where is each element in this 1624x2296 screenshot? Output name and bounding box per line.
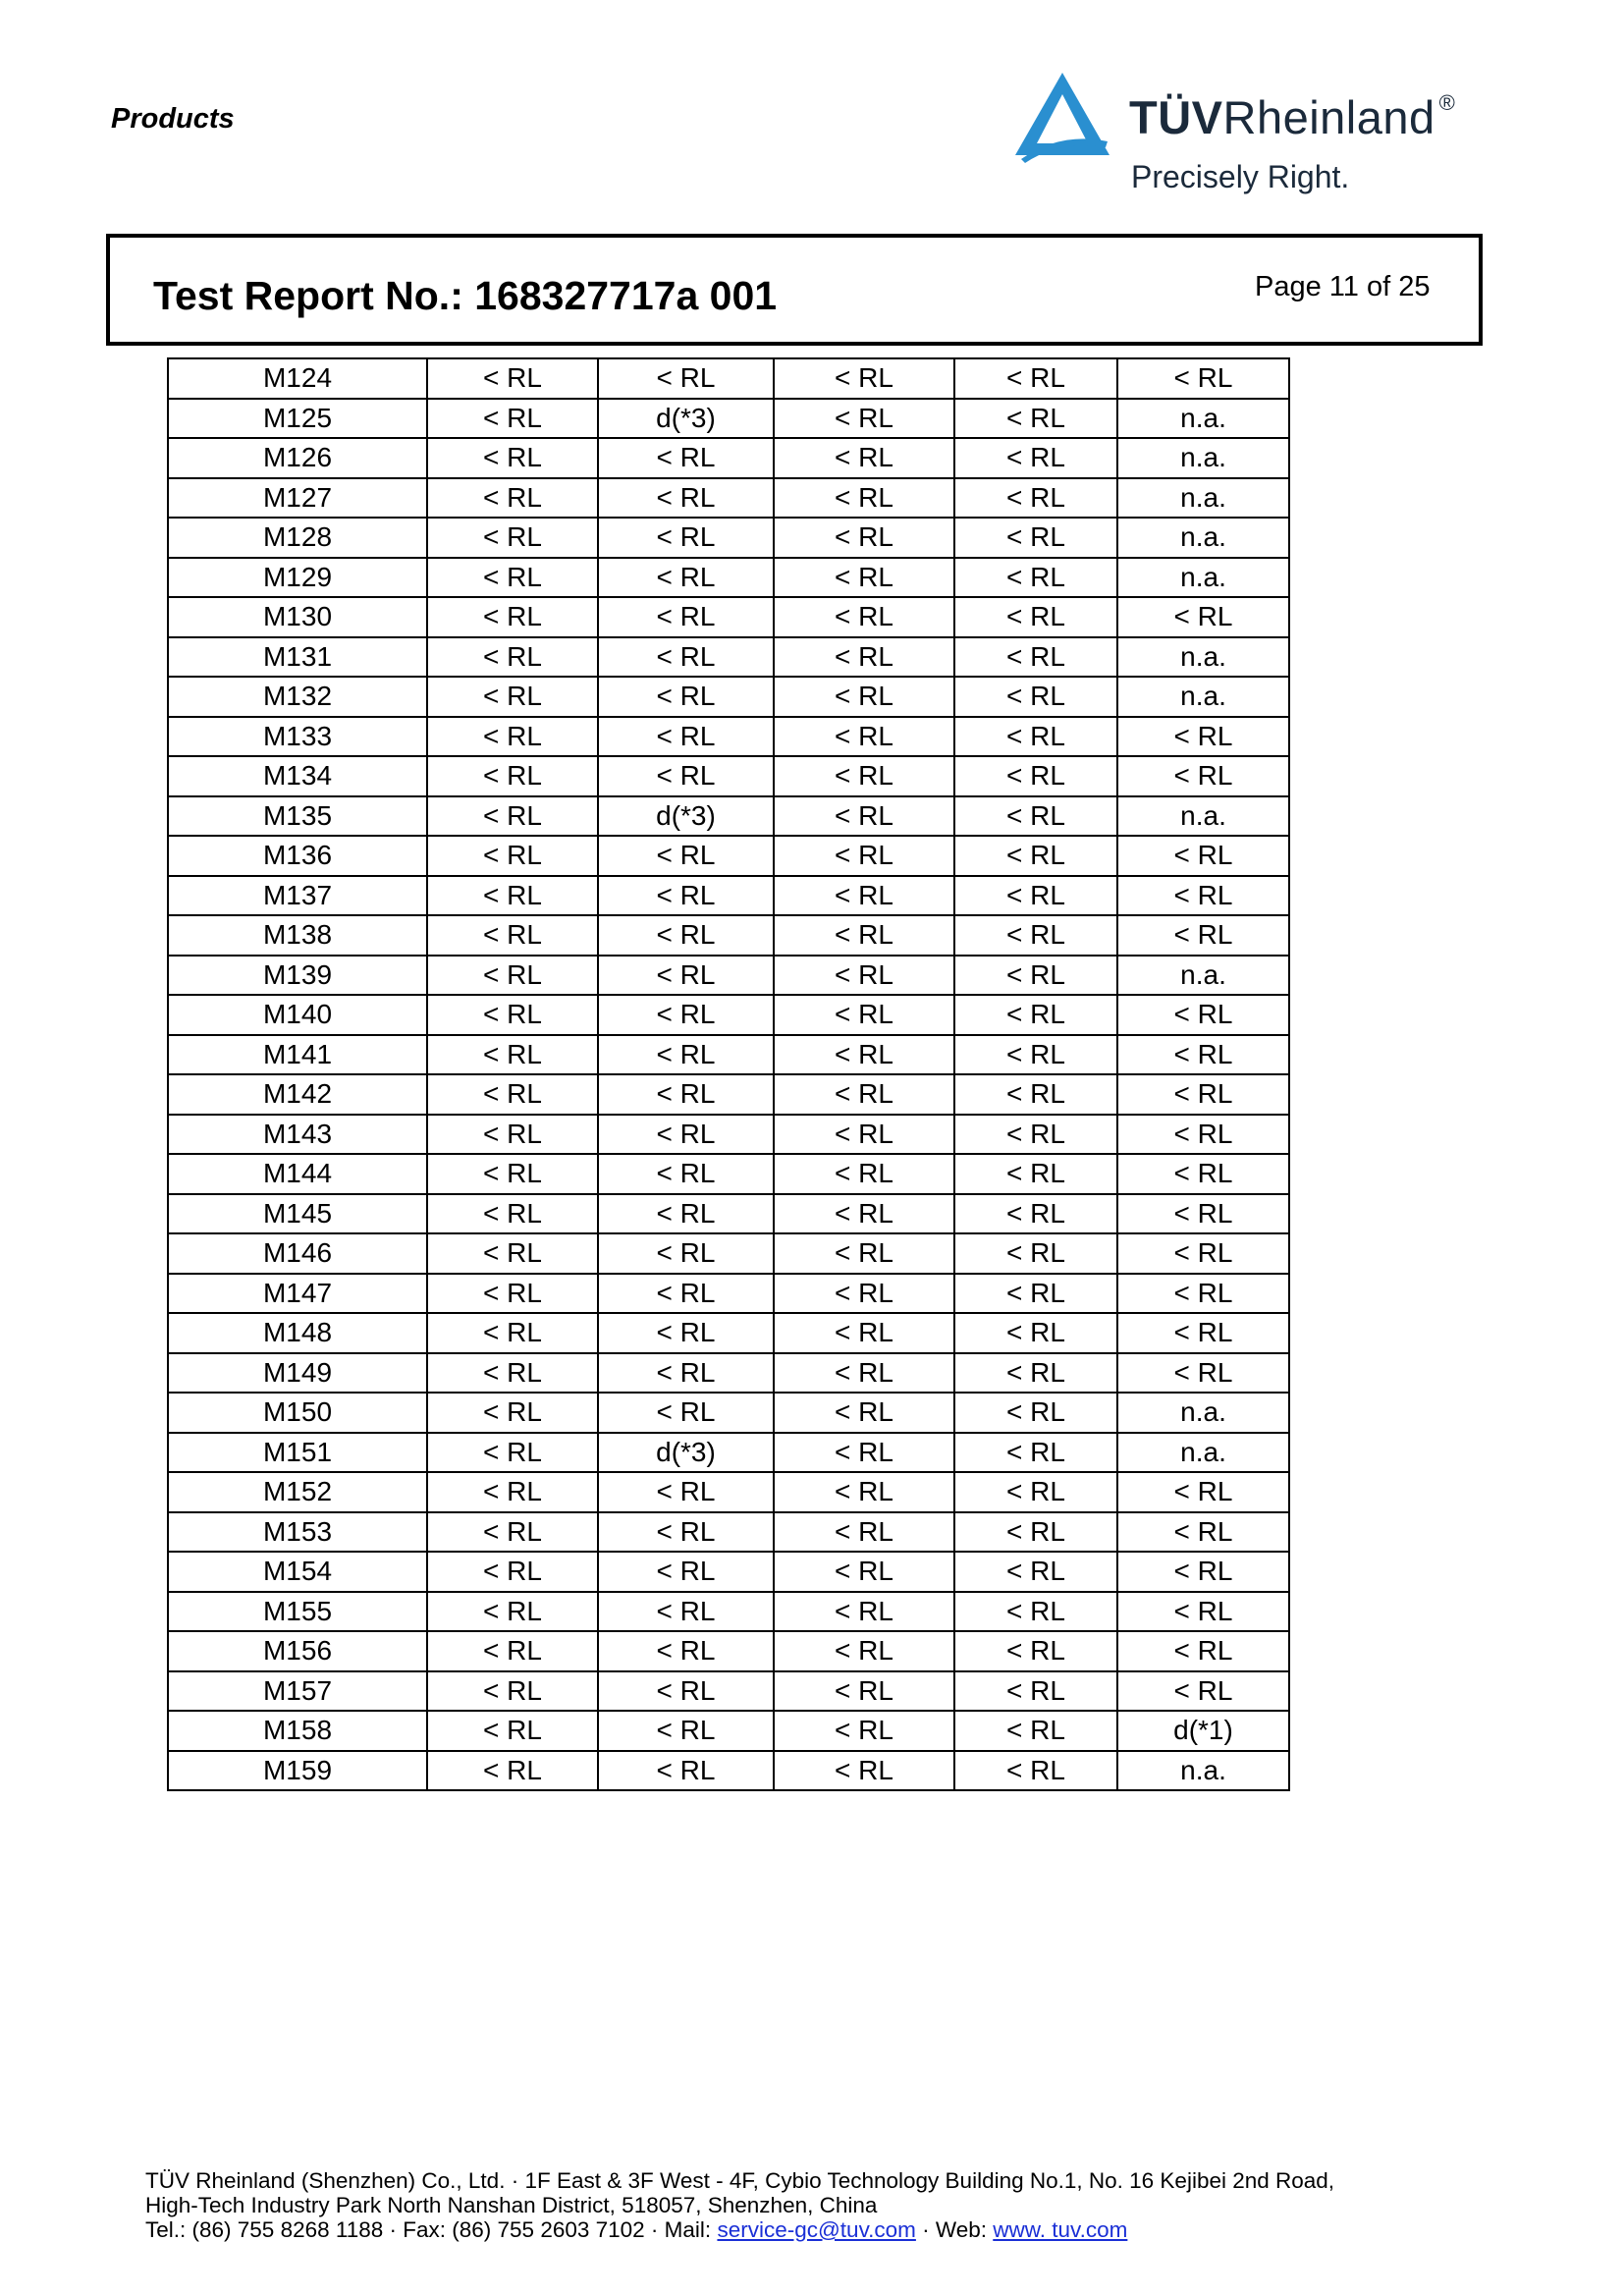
result-cell: < RL [1117, 1671, 1289, 1712]
result-cell: < RL [774, 1472, 954, 1512]
result-cell: < RL [598, 1671, 774, 1712]
result-cell: < RL [954, 1233, 1117, 1274]
sample-id-cell: M146 [168, 1233, 427, 1274]
result-cell: < RL [598, 1115, 774, 1155]
result-cell: < RL [954, 399, 1117, 439]
result-cell: < RL [598, 677, 774, 717]
result-cell: < RL [427, 1393, 598, 1433]
sample-id-cell: M133 [168, 717, 427, 757]
result-cell: < RL [774, 1353, 954, 1394]
result-cell: n.a. [1117, 558, 1289, 598]
results-table [167, 357, 1290, 1791]
result-cell: < RL [954, 1393, 1117, 1433]
table-row [168, 1353, 1289, 1394]
result-cell: < RL [954, 1194, 1117, 1234]
result-cell: < RL [1117, 1233, 1289, 1274]
result-cell: < RL [598, 1353, 774, 1394]
table-row [168, 876, 1289, 916]
sample-id-cell: M154 [168, 1552, 427, 1592]
result-cell: < RL [954, 1353, 1117, 1394]
result-cell: < RL [954, 1631, 1117, 1671]
table-row [168, 399, 1289, 439]
result-cell: < RL [774, 1115, 954, 1155]
result-cell: < RL [774, 836, 954, 876]
result-cell: < RL [954, 956, 1117, 996]
result-cell: < RL [598, 1194, 774, 1234]
result-cell: < RL [1117, 995, 1289, 1035]
result-cell: < RL [427, 399, 598, 439]
result-cell: d(*3) [598, 796, 774, 837]
result-cell: < RL [427, 1631, 598, 1671]
result-cell: < RL [598, 756, 774, 796]
result-cell: < RL [1117, 1512, 1289, 1553]
result-cell: < RL [1117, 1035, 1289, 1075]
result-cell: < RL [427, 1035, 598, 1075]
sample-id-cell: M143 [168, 1115, 427, 1155]
result-cell: < RL [1117, 1552, 1289, 1592]
result-cell: < RL [774, 1751, 954, 1791]
table-row [168, 1552, 1289, 1592]
result-cell: < RL [774, 1154, 954, 1194]
result-cell: n.a. [1117, 518, 1289, 558]
result-cell: < RL [1117, 1592, 1289, 1632]
result-cell: n.a. [1117, 956, 1289, 996]
result-cell: < RL [774, 1512, 954, 1553]
result-cell: < RL [774, 956, 954, 996]
sample-id-cell: M139 [168, 956, 427, 996]
result-cell: < RL [1117, 717, 1289, 757]
result-cell: < RL [774, 399, 954, 439]
result-cell: < RL [1117, 1074, 1289, 1115]
footer [145, 2168, 1334, 2242]
result-cell: < RL [598, 1393, 774, 1433]
sample-id-cell: M129 [168, 558, 427, 598]
result-cell: < RL [954, 1433, 1117, 1473]
table-row [168, 1472, 1289, 1512]
result-cell: < RL [1117, 915, 1289, 956]
result-cell: < RL [954, 518, 1117, 558]
result-cell: < RL [427, 1751, 598, 1791]
result-cell: < RL [598, 1552, 774, 1592]
table-row [168, 637, 1289, 678]
result-cell: < RL [954, 1115, 1117, 1155]
result-cell: < RL [1117, 1115, 1289, 1155]
result-cell: < RL [774, 1233, 954, 1274]
result-cell: < RL [598, 358, 774, 399]
table-row [168, 1512, 1289, 1553]
footer-contact-line: Tel.: (86) 755 8268 1188 · Fax: (86) 755 2603 7102 · Mail: service-gc@tuv.com · Web: www. tuv.com [145, 2217, 1128, 2242]
result-cell: < RL [427, 915, 598, 956]
result-cell: < RL [427, 1353, 598, 1394]
result-cell: < RL [598, 1631, 774, 1671]
result-cell: < RL [1117, 1472, 1289, 1512]
result-cell: < RL [954, 1552, 1117, 1592]
result-cell: < RL [774, 478, 954, 519]
sample-id-cell: M144 [168, 1154, 427, 1194]
result-cell: < RL [954, 876, 1117, 916]
result-cell: < RL [598, 717, 774, 757]
sample-id-cell: M138 [168, 915, 427, 956]
result-cell: < RL [598, 915, 774, 956]
result-cell: < RL [954, 796, 1117, 837]
sample-id-cell: M145 [168, 1194, 427, 1234]
result-cell: < RL [1117, 1274, 1289, 1314]
report-header-box [106, 234, 1483, 346]
mail-link[interactable]: service-gc@tuv.com [717, 2217, 916, 2242]
result-cell: < RL [774, 637, 954, 678]
result-cell: < RL [598, 1711, 774, 1751]
result-cell: < RL [427, 478, 598, 519]
result-cell: < RL [774, 558, 954, 598]
result-cell: < RL [774, 1671, 954, 1712]
result-cell: < RL [954, 478, 1117, 519]
section-label: Products [111, 103, 235, 135]
result-cell: < RL [427, 1512, 598, 1553]
result-cell: < RL [774, 756, 954, 796]
table-row [168, 1233, 1289, 1274]
result-cell: < RL [774, 1592, 954, 1632]
result-cell: < RL [427, 677, 598, 717]
result-cell: < RL [774, 876, 954, 916]
table-row [168, 1592, 1289, 1632]
result-cell: < RL [598, 1074, 774, 1115]
result-cell: < RL [954, 1751, 1117, 1791]
result-cell: < RL [427, 956, 598, 996]
result-cell: < RL [954, 1035, 1117, 1075]
footer-address-line-1: TÜV Rheinland (Shenzhen) Co., Ltd. · 1F East & 3F West - 4F, Cybio Technology Building No.1, No. 16 Kejibei 2nd Road, [145, 2168, 1335, 2193]
result-cell: < RL [954, 1711, 1117, 1751]
result-cell: < RL [598, 1512, 774, 1553]
sample-id-cell: M131 [168, 637, 427, 678]
result-cell: < RL [954, 1074, 1117, 1115]
table-row [168, 1631, 1289, 1671]
table-row [168, 1433, 1289, 1473]
result-cell: < RL [598, 1751, 774, 1791]
triangle-logo-icon [1011, 69, 1113, 163]
sample-id-cell: M137 [168, 876, 427, 916]
result-cell: < RL [774, 1313, 954, 1353]
table-row [168, 438, 1289, 478]
result-cell: < RL [774, 796, 954, 837]
result-cell: < RL [774, 1393, 954, 1433]
sample-id-cell: M157 [168, 1671, 427, 1712]
result-cell: < RL [427, 1472, 598, 1512]
table-row [168, 677, 1289, 717]
sample-id-cell: M136 [168, 836, 427, 876]
result-cell: < RL [774, 1074, 954, 1115]
table-row [168, 836, 1289, 876]
sample-id-cell: M130 [168, 597, 427, 637]
table-row [168, 358, 1289, 399]
result-cell: n.a. [1117, 1393, 1289, 1433]
result-cell: < RL [774, 995, 954, 1035]
result-cell: < RL [598, 1035, 774, 1075]
result-cell: n.a. [1117, 438, 1289, 478]
table-row [168, 1393, 1289, 1433]
result-cell: < RL [427, 438, 598, 478]
result-cell: < RL [427, 1552, 598, 1592]
sample-id-cell: M141 [168, 1035, 427, 1075]
result-cell: < RL [598, 478, 774, 519]
result-cell: < RL [427, 637, 598, 678]
table-row [168, 478, 1289, 519]
result-cell: < RL [774, 677, 954, 717]
brand-name: TÜVRheinland ® [1129, 90, 1456, 143]
table-row [168, 956, 1289, 996]
result-cell: n.a. [1117, 1433, 1289, 1473]
result-cell: < RL [774, 1274, 954, 1314]
table-row [168, 717, 1289, 757]
sample-id-cell: M124 [168, 358, 427, 399]
result-cell: < RL [598, 518, 774, 558]
result-cell: < RL [954, 1274, 1117, 1314]
result-cell: < RL [427, 836, 598, 876]
result-cell: < RL [427, 796, 598, 837]
sample-id-cell: M150 [168, 1393, 427, 1433]
result-cell: < RL [427, 1233, 598, 1274]
sample-id-cell: M142 [168, 1074, 427, 1115]
page-number: Page 11 of 25 [1255, 271, 1431, 302]
result-cell: < RL [954, 677, 1117, 717]
table-row [168, 756, 1289, 796]
result-cell: < RL [427, 756, 598, 796]
result-cell: < RL [774, 1711, 954, 1751]
result-cell: < RL [774, 1194, 954, 1234]
table-row [168, 796, 1289, 837]
result-cell: < RL [774, 1035, 954, 1075]
result-cell: < RL [954, 1512, 1117, 1553]
sample-id-cell: M151 [168, 1433, 427, 1473]
result-cell: < RL [1117, 756, 1289, 796]
result-cell: n.a. [1117, 637, 1289, 678]
result-cell: < RL [427, 1194, 598, 1234]
sample-id-cell: M155 [168, 1592, 427, 1632]
result-cell: < RL [774, 1552, 954, 1592]
sample-id-cell: M153 [168, 1512, 427, 1553]
result-cell: < RL [954, 597, 1117, 637]
result-cell: n.a. [1117, 399, 1289, 439]
result-cell: < RL [598, 637, 774, 678]
result-cell: < RL [598, 1233, 774, 1274]
result-cell: < RL [427, 558, 598, 598]
result-cell: < RL [774, 358, 954, 399]
result-cell: d(*3) [598, 399, 774, 439]
result-cell: < RL [598, 1313, 774, 1353]
result-cell: < RL [1117, 1194, 1289, 1234]
result-cell: < RL [954, 1592, 1117, 1632]
result-cell: < RL [1117, 1353, 1289, 1394]
sample-id-cell: M148 [168, 1313, 427, 1353]
table-row [168, 1671, 1289, 1712]
sample-id-cell: M156 [168, 1631, 427, 1671]
result-cell: < RL [774, 518, 954, 558]
result-cell: < RL [598, 597, 774, 637]
table-row [168, 1154, 1289, 1194]
result-cell: < RL [598, 876, 774, 916]
sample-id-cell: M126 [168, 438, 427, 478]
sample-id-cell: M125 [168, 399, 427, 439]
result-cell: < RL [427, 1711, 598, 1751]
table-row [168, 1711, 1289, 1751]
result-cell: < RL [598, 438, 774, 478]
sample-id-cell: M140 [168, 995, 427, 1035]
result-cell: < RL [1117, 836, 1289, 876]
result-cell: < RL [954, 1313, 1117, 1353]
sample-id-cell: M149 [168, 1353, 427, 1394]
table-row [168, 1274, 1289, 1314]
result-cell: n.a. [1117, 796, 1289, 837]
table-row [168, 1074, 1289, 1115]
result-cell: < RL [774, 1631, 954, 1671]
result-cell: < RL [774, 717, 954, 757]
result-cell: < RL [1117, 1631, 1289, 1671]
result-cell: n.a. [1117, 677, 1289, 717]
table-row [168, 915, 1289, 956]
result-cell: < RL [427, 518, 598, 558]
result-cell: n.a. [1117, 478, 1289, 519]
result-cell: < RL [954, 915, 1117, 956]
table-row [168, 558, 1289, 598]
result-cell: < RL [427, 358, 598, 399]
result-cell: < RL [598, 558, 774, 598]
result-cell: < RL [427, 1592, 598, 1632]
result-cell: < RL [954, 836, 1117, 876]
result-cell: < RL [954, 358, 1117, 399]
result-cell: < RL [427, 1074, 598, 1115]
result-cell: < RL [598, 995, 774, 1035]
result-cell: < RL [427, 1671, 598, 1712]
result-cell: < RL [954, 717, 1117, 757]
sample-id-cell: M152 [168, 1472, 427, 1512]
result-cell: < RL [427, 717, 598, 757]
sample-id-cell: M147 [168, 1274, 427, 1314]
result-cell: < RL [954, 1154, 1117, 1194]
sample-id-cell: M134 [168, 756, 427, 796]
result-cell: < RL [1117, 1313, 1289, 1353]
sample-id-cell: M132 [168, 677, 427, 717]
web-link[interactable]: www. tuv.com [993, 2217, 1128, 2242]
table-row [168, 597, 1289, 637]
result-cell: d(*3) [598, 1433, 774, 1473]
result-cell: < RL [598, 956, 774, 996]
result-cell: < RL [598, 1154, 774, 1194]
result-cell: < RL [427, 1115, 598, 1155]
result-cell: < RL [774, 597, 954, 637]
result-cell: < RL [954, 1671, 1117, 1712]
result-cell: < RL [1117, 358, 1289, 399]
result-cell: < RL [774, 915, 954, 956]
result-cell: < RL [954, 1472, 1117, 1512]
tuv-rheinland-logo [1011, 69, 1502, 206]
result-cell: < RL [427, 1313, 598, 1353]
table-row [168, 1313, 1289, 1353]
result-cell: < RL [954, 756, 1117, 796]
result-cell: < RL [427, 995, 598, 1035]
sample-id-cell: M128 [168, 518, 427, 558]
sample-id-cell: M127 [168, 478, 427, 519]
result-cell: < RL [598, 1274, 774, 1314]
report-title: Test Report No.: 168327717a 001 [153, 273, 778, 318]
result-cell: < RL [954, 637, 1117, 678]
result-cell: < RL [427, 597, 598, 637]
result-cell: < RL [954, 995, 1117, 1035]
table-row [168, 995, 1289, 1035]
result-cell: d(*1) [1117, 1711, 1289, 1751]
brand-tagline: Precisely Right. [1131, 159, 1350, 194]
result-cell: < RL [954, 558, 1117, 598]
result-cell: < RL [427, 876, 598, 916]
table-row [168, 1035, 1289, 1075]
result-cell: < RL [954, 438, 1117, 478]
sample-id-cell: M159 [168, 1751, 427, 1791]
result-cell: < RL [598, 836, 774, 876]
table-row [168, 1751, 1289, 1791]
result-cell: < RL [427, 1154, 598, 1194]
result-cell: < RL [774, 1433, 954, 1473]
table-row [168, 1115, 1289, 1155]
table-row [168, 518, 1289, 558]
result-cell: n.a. [1117, 1751, 1289, 1791]
result-cell: < RL [1117, 876, 1289, 916]
table-row [168, 1194, 1289, 1234]
result-cell: < RL [427, 1433, 598, 1473]
footer-address-line-2: High-Tech Industry Park North Nanshan District, 518057, Shenzhen, China [145, 2193, 878, 2217]
result-cell: < RL [1117, 597, 1289, 637]
result-cell: < RL [598, 1472, 774, 1512]
result-cell: < RL [427, 1274, 598, 1314]
result-cell: < RL [598, 1592, 774, 1632]
result-cell: < RL [1117, 1154, 1289, 1194]
sample-id-cell: M158 [168, 1711, 427, 1751]
sample-id-cell: M135 [168, 796, 427, 837]
result-cell: < RL [774, 438, 954, 478]
